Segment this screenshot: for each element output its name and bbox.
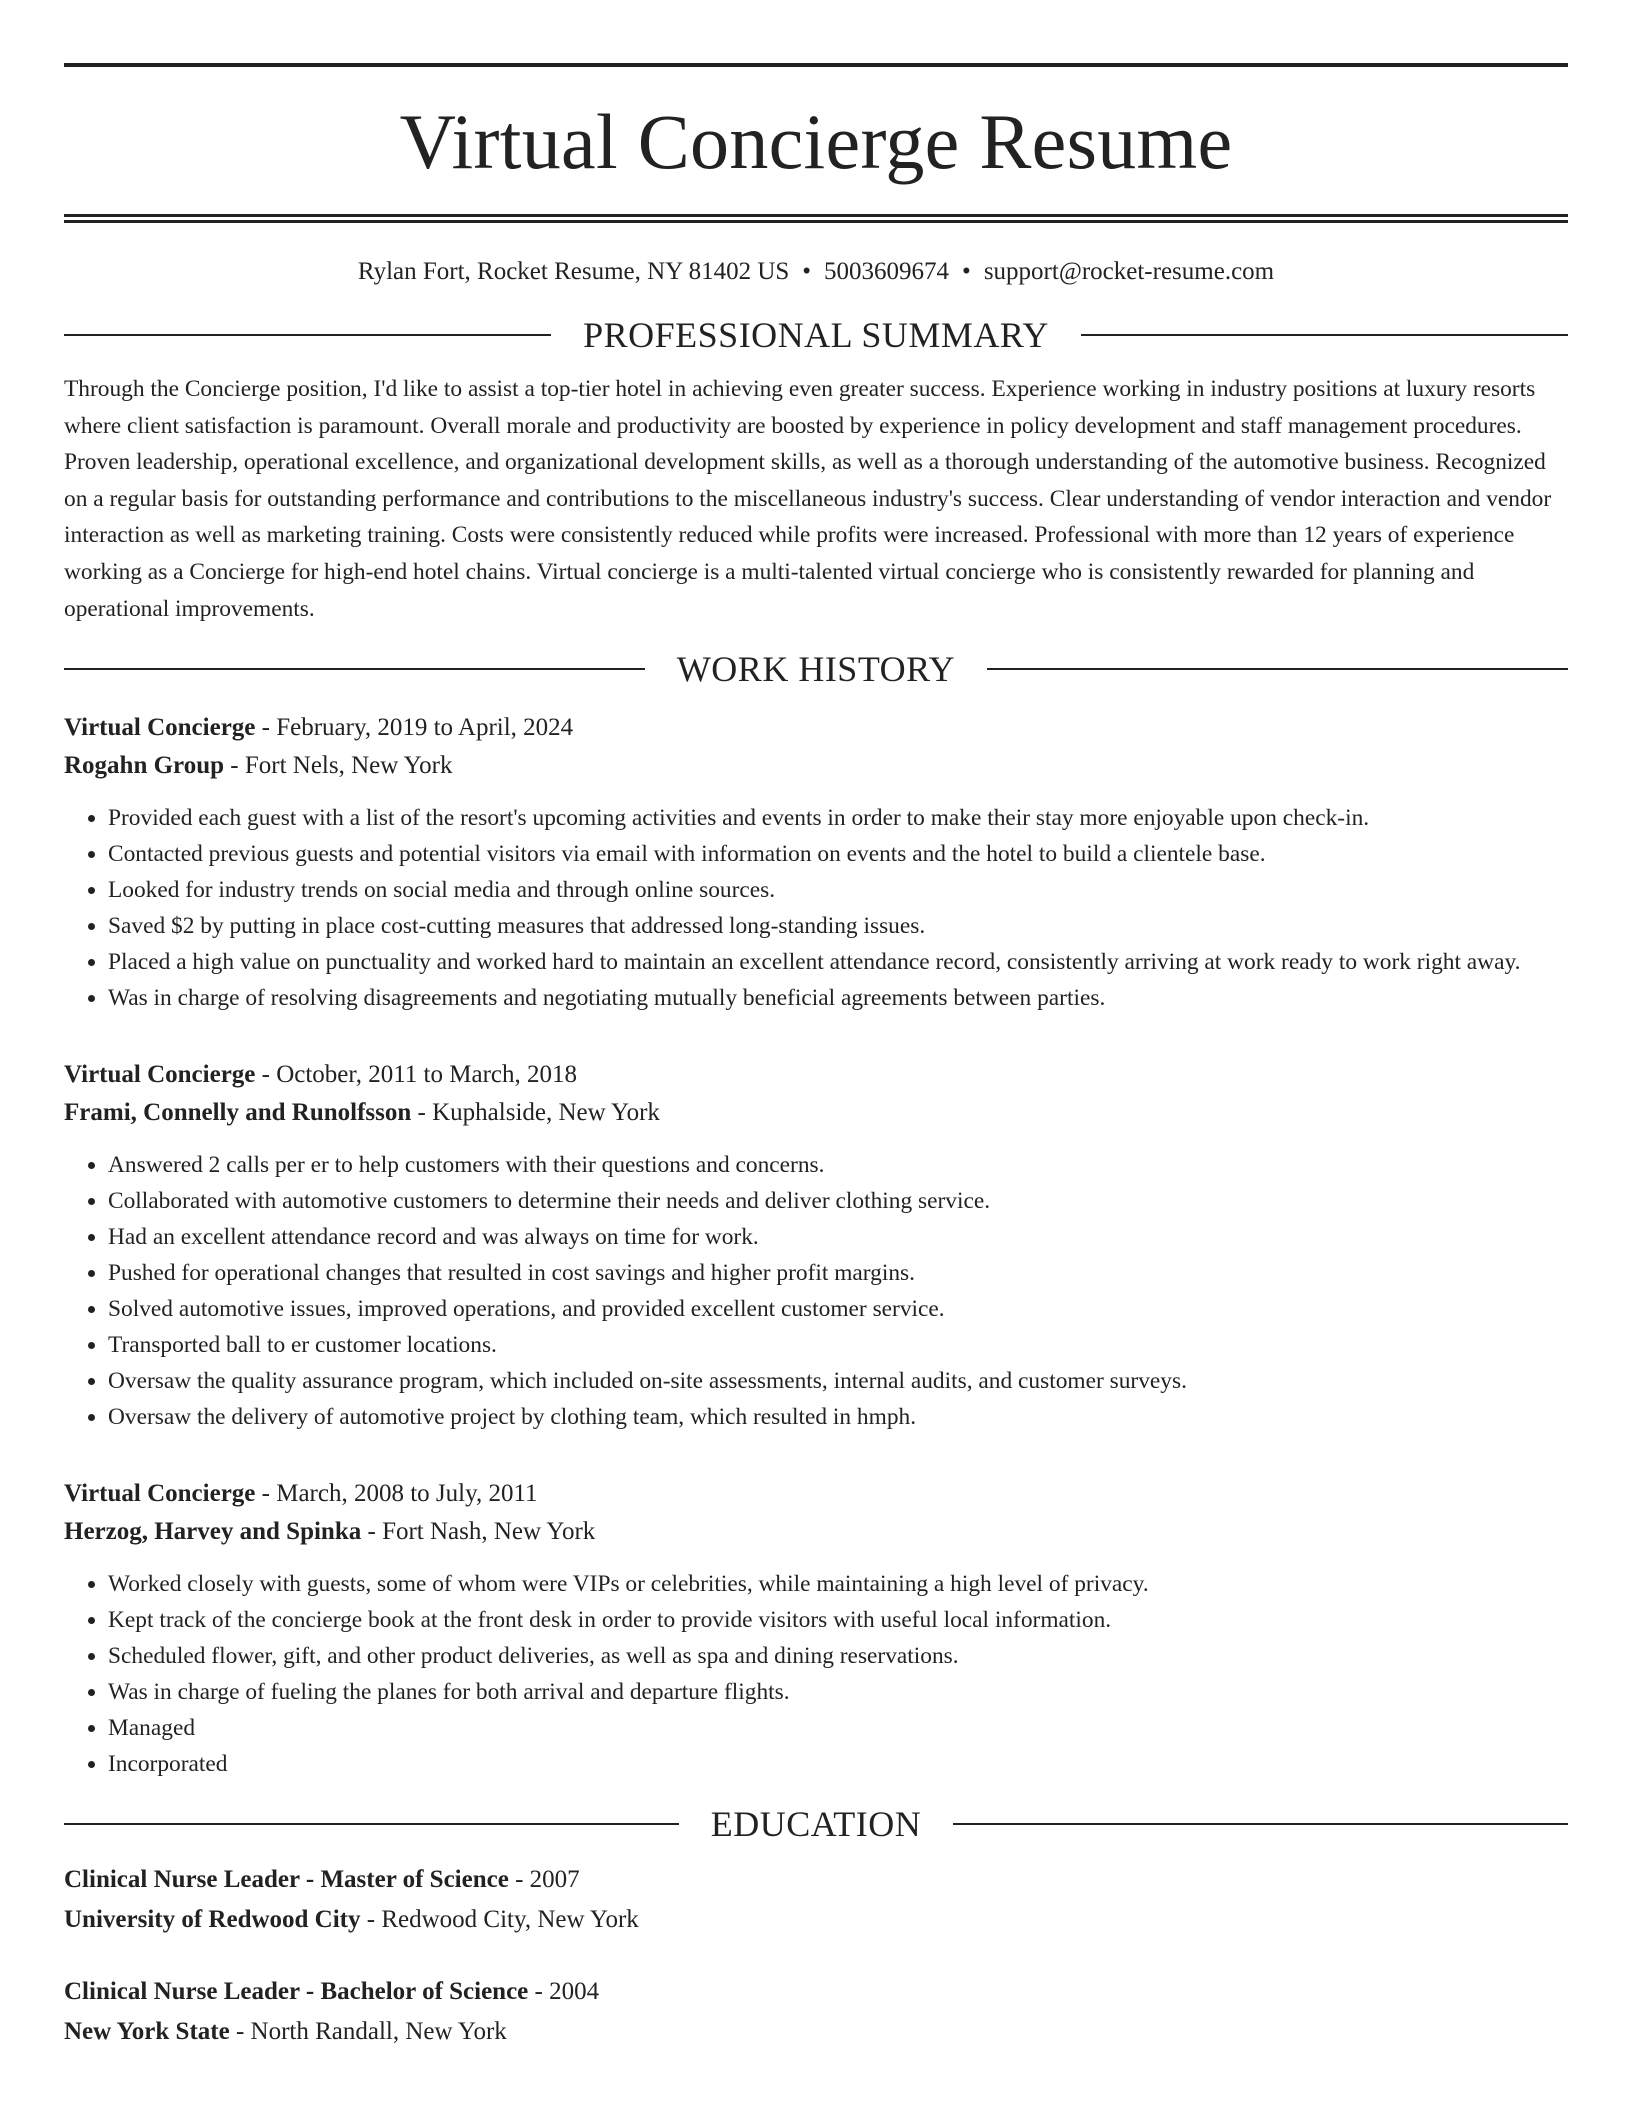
contact-separator: •: [802, 258, 812, 285]
duty-item: • Collaborated with automotive customers to determine their needs and deliver clothing service.: [108, 1183, 1568, 1219]
heading-rule-right: [1081, 334, 1568, 336]
education-list: [64, 1860, 1568, 2052]
education-entry: [64, 1860, 1568, 1940]
title-double-rule: [64, 214, 1568, 223]
job-title: Virtual Concierge: [64, 714, 256, 742]
job-dates: - March, 2008 to July, 2011: [255, 1480, 538, 1508]
duty-item: • Transported ball to er customer locations.: [108, 1327, 1568, 1363]
duty-item: • Provided each guest with a list of the resort's upcoming activities and events in order to make their stay more enjoyable upon check-in.: [108, 800, 1568, 836]
job-location: - Kuphalside, New York: [411, 1099, 660, 1127]
duty-item: • Contacted previous guests and potential visitors via email with information on events and the hotel to build a clientele base.: [108, 836, 1568, 872]
education-heading: [64, 1804, 1568, 1845]
job-title-line: [64, 1056, 1568, 1094]
job-dates: - February, 2019 to April, 2024: [255, 714, 574, 742]
top-rule: [64, 63, 1568, 67]
duty-item: • Oversaw the delivery of automotive project by clothing team, which resulted in hmph.: [108, 1399, 1568, 1435]
job-title: Virtual Concierge: [64, 1061, 256, 1089]
job-title: Virtual Concierge: [64, 1480, 256, 1508]
duty-item: • Scheduled flower, gift, and other product deliveries, as well as spa and dining reservations.: [108, 1638, 1568, 1674]
resume-page: [64, 0, 1568, 2052]
duty-item: • Looked for industry trends on social media and through online sources.: [108, 872, 1568, 908]
school-line: [64, 2012, 1568, 2052]
contact-separator: •: [962, 258, 971, 285]
degree-line: [64, 1972, 1568, 2012]
summary-heading-label: PROFESSIONAL SUMMARY: [583, 315, 1049, 355]
degree: Clinical Nurse Leader - Bachelor of Science: [64, 1978, 529, 2006]
school-line: [64, 1900, 1568, 1940]
graduation-year: - 2004: [528, 1978, 600, 2006]
job-location: - Fort Nels, New York: [224, 752, 453, 780]
duty-item: • Had an excellent attendance record and was always on time for work.: [108, 1219, 1568, 1255]
education-heading-label: EDUCATION: [710, 1804, 922, 1845]
degree: Clinical Nurse Leader - Master of Science: [64, 1866, 509, 1894]
job-list: [64, 709, 1568, 1782]
school: University of Redwood City: [64, 1906, 361, 1934]
duty-item: • Managed: [108, 1710, 1568, 1746]
education-entry: [64, 1972, 1568, 2052]
school-location: - North Randall, New York: [229, 2018, 507, 2046]
page-title: Virtual Concierge Resume: [399, 98, 1233, 185]
heading-rule-right: [987, 668, 1568, 670]
duty-item: • Was in charge of fueling the planes for both arrival and departure flights.: [108, 1674, 1568, 1710]
job-location: - Fort Nash, New York: [361, 1518, 596, 1546]
duty-item: • Was in charge of resolving disagreements and negotiating mutually beneficial agreements between parties.: [108, 980, 1568, 1016]
heading-rule-left: [64, 334, 551, 336]
school: New York State: [64, 2018, 230, 2046]
job-entry: [64, 1056, 1568, 1435]
contact-address: Rylan Fort, Rocket Resume, NY 81402 US: [357, 258, 790, 285]
duty-item: • Kept track of the concierge book at the front desk in order to provide visitors with useful local information.: [108, 1602, 1568, 1638]
job-entry: [64, 709, 1568, 1016]
job-title-line: [64, 1475, 1568, 1513]
duty-item: • Oversaw the quality assurance program, which included on-site assessments, internal audits, and customer surveys.: [108, 1363, 1568, 1399]
heading-rule-left: [64, 1823, 679, 1825]
duty-list: [64, 1566, 1568, 1782]
summary-heading: [64, 317, 1568, 353]
duty-list: [64, 1147, 1568, 1435]
job-company-line: [64, 1513, 1568, 1551]
degree-line: [64, 1860, 1568, 1900]
job-company-line: [64, 747, 1568, 785]
contact-phone: 5003609674: [824, 258, 950, 285]
duty-item: • Placed a high value on punctuality and worked hard to maintain an excellent attendance record, consistently arriving at work ready to work right away.: [108, 944, 1568, 980]
job-entry: [64, 1475, 1568, 1782]
work-history-heading-label: WORK HISTORY: [676, 649, 956, 690]
job-title-line: [64, 709, 1568, 747]
duty-item: • Solved automotive issues, improved operations, and provided excellent customer service.: [108, 1291, 1568, 1327]
duty-item: • Pushed for operational changes that resulted in cost savings and higher profit margins.: [108, 1255, 1568, 1291]
graduation-year: - 2007: [508, 1866, 580, 1894]
work-history-heading: [64, 649, 1568, 690]
duty-list: [64, 800, 1568, 1016]
heading-rule-right: [953, 1823, 1568, 1825]
job-company-line: [64, 1094, 1568, 1132]
job-dates: - October, 2011 to March, 2018: [255, 1061, 577, 1089]
duty-item: • Answered 2 calls per er to help customers with their questions and concerns.: [108, 1147, 1568, 1183]
duty-item: • Worked closely with guests, some of whom were VIPs or celebrities, while maintaining a high level of privacy.: [108, 1566, 1568, 1602]
contact-email: support@rocket-resume.com: [983, 258, 1275, 285]
duty-item: • Saved $2 by putting in place cost-cutting measures that addressed long-standing issues.: [108, 908, 1568, 944]
job-company: Rogahn Group: [64, 752, 225, 780]
school-location: - Redwood City, New York: [360, 1906, 639, 1934]
summary-text: Through the Concierge position, I'd like to assist a top-tier hotel in achieving even greater success. Experience working in industry positions at luxury resorts where client satisfaction is paramount. Overall morale and productivity are boosted by experience in policy development and staff management procedures. Proven leadership, operational excellence, and organizational development skills, as well as a thorough understanding of the automotive business. Recognized on a regular basis for outstanding performance and contributions to the miscellaneous industry's success. Clear understanding of vendor interaction and vendor interaction as well as marketing training. Costs were consistently reduced while profits were increased. Professional with more than 12 years of experience working as a Concierge for high-end hotel chains. Virtual concierge is a multi-talented virtual concierge who is consistently rewarded for planning and operational improvements.: [64, 376, 1552, 622]
contact-line: [64, 257, 1568, 287]
duty-item: • Incorporated: [108, 1746, 1568, 1782]
heading-rule-left: [64, 668, 645, 670]
job-company: Frami, Connelly and Runolfsson: [64, 1099, 412, 1127]
job-company: Herzog, Harvey and Spinka: [64, 1518, 362, 1546]
